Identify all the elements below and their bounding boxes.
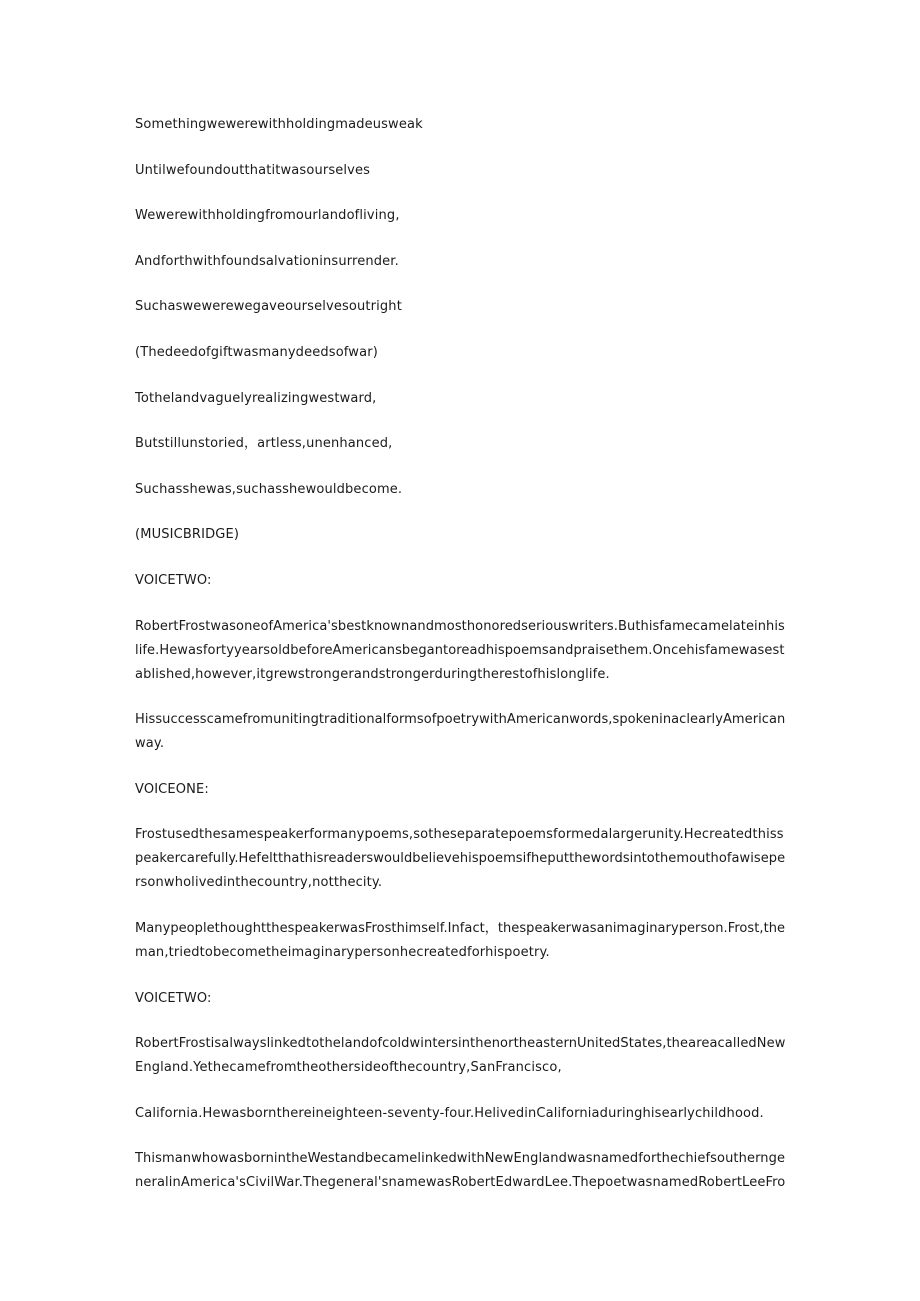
paragraph-line: life.HewasfortyyearsoldbeforeAmericansbegantoreadhispoemsandpraisethem.Oncehisfamewasest <box>135 642 785 658</box>
poem-line: Somethingwewerewithholdingmadeusweak <box>135 117 423 132</box>
paragraph-line: neralinAmerica'sCivilWar.Thegeneral'snamewasRobertEdwardLee.ThepoetwasnamedRobertLeeFro <box>135 1175 786 1191</box>
body-paragraph: California.Hewasbornthereineighteen-seventy-four.HelivedinCaliforniaduringhisearlychildhood. <box>135 1105 764 1121</box>
speaker-label: VOICETWO: <box>135 572 212 588</box>
body-paragraph <box>135 1147 785 1195</box>
paragraph-line: HissuccesscamefromunitingtraditionalformsofpoetrywithAmericanwords,spokeninaclearlyAmerican <box>135 712 786 728</box>
poem-line: Wewerewithholdingfromourlandofliving, <box>135 208 400 224</box>
paragraph-line: rsonwholivedinthecountry,notthecity. <box>135 875 383 891</box>
paragraph-line: ManypeoplethoughtthespeakerwasFrosthimself.Infact，thespeakerwasanimaginaryperson.Frost,the <box>135 920 786 936</box>
body-paragraph <box>135 1032 785 1080</box>
poem-line: Suchaswewerewegaveourselvesoutright <box>135 299 402 315</box>
body-paragraph <box>135 917 785 965</box>
paragraph-line: man,triedtobecometheimaginarypersonhecreatedforhispoetry. <box>135 944 550 960</box>
paragraph-line: ablished,however,itgrewstrongerandstrongerduringtherestofhislonglife. <box>135 666 610 682</box>
paragraph-line: Frostusedthesamespeakerformanypoems,sotheseparatepoemsformedalargerunity.Hecreatedthiss <box>135 827 784 843</box>
poem-line: Andforthwithfoundsalvationinsurrender. <box>135 253 399 269</box>
poem-line: Butstillunstoried，artless,unenhanced, <box>135 436 393 452</box>
document-page <box>135 113 785 1217</box>
body-paragraph <box>135 823 785 895</box>
body-paragraph <box>135 615 785 687</box>
paragraph-line: RobertFrostisalwayslinkedtothelandofcoldwintersinthenortheasternUnitedStates,theareacalledNew <box>135 1036 786 1052</box>
poem-line: Untilwefoundoutthatitwasourselves <box>135 162 371 178</box>
speaker-label: VOICETWO: <box>135 990 212 1006</box>
paragraph-line: RobertFrostwasoneofAmerica'sbestknownandmosthonoredseriouswriters.Buthisfamecamelateinhis <box>135 618 785 634</box>
paragraph-line: ThismanwhowasbornintheWestandbecamelinkedwithNewEnglandwasnamedforthechiefsoutherngе <box>135 1151 786 1167</box>
poem-line: Tothelandvaguelyrealizingwestward, <box>135 390 377 406</box>
paragraph-line: way. <box>135 736 165 752</box>
paragraph-line: peakercarefully.Hefeltthathisreaderswouldbelievehispoemsifheputthewordsintothemouthofawisepe <box>135 851 786 867</box>
stage-direction: (MUSICBRIDGE) <box>135 527 240 543</box>
paragraph-line: England.Yethecamefromtheothersideofthecountry,SanFrancisco, <box>135 1060 562 1076</box>
poem-line: Suchasshewas,suchasshewouldbecome. <box>135 481 403 497</box>
poem-line: (Thedeedofgiftwasmanydeedsofwar) <box>135 344 378 360</box>
speaker-label: VOICEONE: <box>135 781 209 797</box>
body-paragraph <box>135 708 785 756</box>
